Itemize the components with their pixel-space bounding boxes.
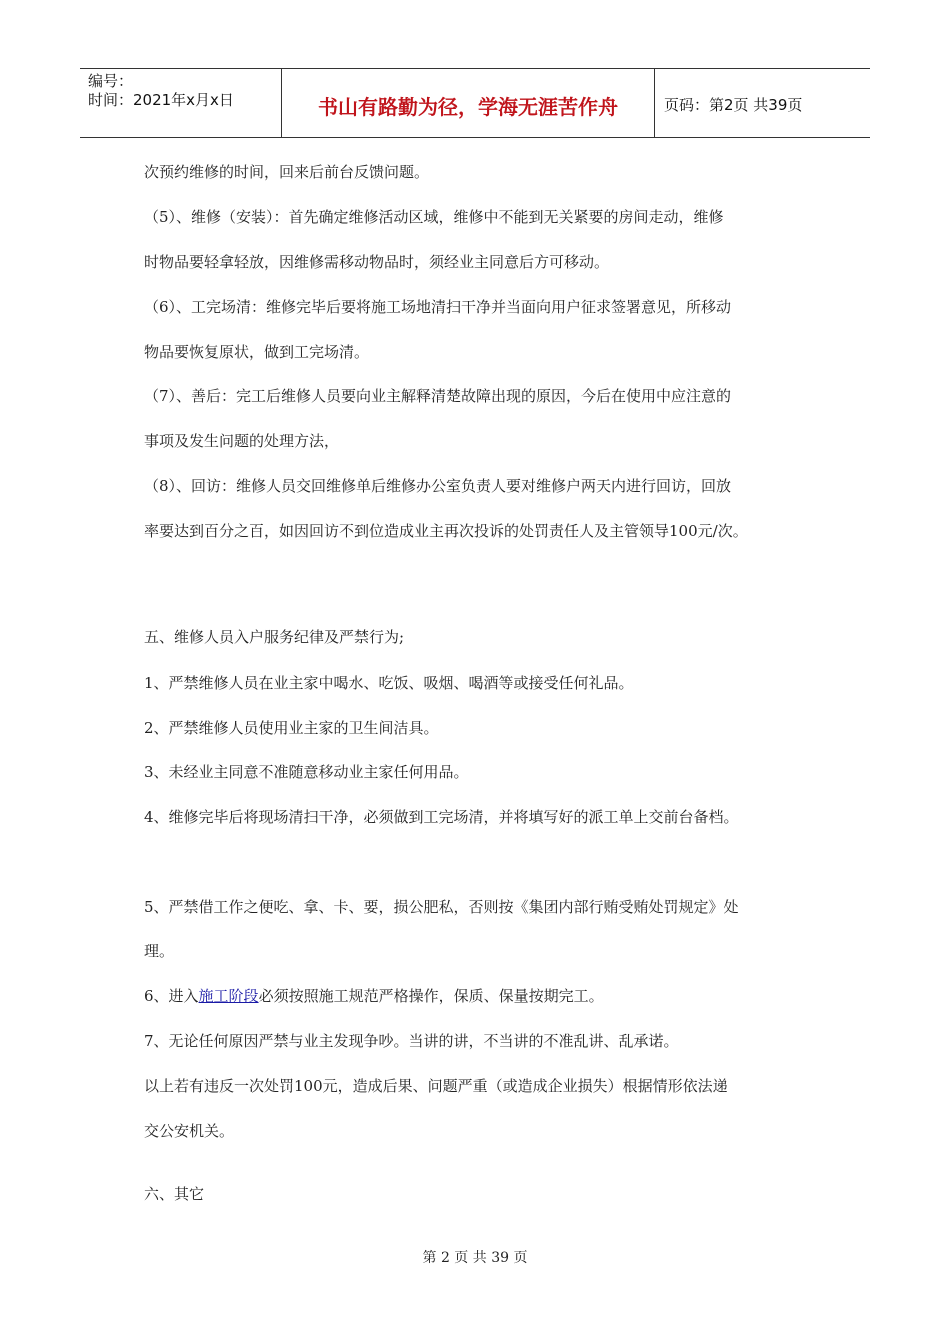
paragraph-line: 率要达到百分之百，如因回访不到位造成业主再次投诉的处罚责任人及主管领导100元/次。 [144, 522, 748, 540]
header-motto: 书山有路勤为径，学海无涯苦作舟 [318, 95, 618, 119]
section-heading: 五、维修人员入户服务纪律及严禁行为; [144, 628, 405, 646]
construction-stage-link[interactable]: 施工阶段 [198, 987, 259, 1005]
rule-item: 3、未经业主同意不准随意移动业主家任何用品。 [144, 763, 469, 781]
rule-item-suffix: 必须按照施工规范严格操作，保质、保量按期完工。 [258, 987, 604, 1005]
paragraph-line: （8）、回访：维修人员交回维修单后维修办公室负责人要对维修户两天内进行回访，回放 [144, 477, 732, 495]
header-divider [281, 69, 282, 137]
paragraph-line: 以上若有违反一次处罚100元，造成后果、问题严重（或造成企业损失）根据情形依法递 [144, 1077, 728, 1095]
rule-item-prefix: 6、进入 [144, 987, 199, 1005]
serial-label: 编号： [88, 72, 134, 90]
section-heading: 六、其它 [144, 1185, 205, 1203]
paragraph-line: 物品要恢复原状，做到工完场清。 [144, 343, 370, 361]
rule-item: 理。 [144, 942, 175, 960]
header-page-info: 页码：第2页 共39页 [664, 96, 803, 114]
rule-item: 2、严禁维修人员使用业主家的卫生间洁具。 [144, 719, 439, 737]
paragraph-line: （5）、维修（安装）：首先确定维修活动区域，维修中不能到无关紧要的房间走动，维修 [144, 208, 724, 226]
rule-item: 4、维修完毕后将现场清扫干净，必须做到工完场清，并将填写好的派工单上交前台备档。 [144, 808, 739, 826]
time-label: 时间：2021年x月x日 [88, 91, 234, 109]
header-left [88, 72, 234, 110]
paragraph-line: 时物品要轻拿轻放，因维修需移动物品时，须经业主同意后方可移动。 [144, 253, 610, 271]
paragraph-line: 交公安机关。 [144, 1122, 235, 1140]
rule-item: 5、严禁借工作之便吃、拿、卡、要，损公肥私，否则按《集团内部行贿受贿处罚规定》处 [144, 898, 739, 916]
rule-item: 1、严禁维修人员在业主家中喝水、吃饭、吸烟、喝酒等或接受任何礼品。 [144, 674, 634, 692]
paragraph-line: （7）、善后：完工后维修人员要向业主解释清楚故障出现的原因，今后在使用中应注意的 [144, 387, 732, 405]
paragraph-line: 事项及发生问题的处理方法， [144, 432, 340, 450]
rule-item: 7、无论任何原因严禁与业主发现争吵。当讲的讲，不当讲的不准乱讲、乱承诺。 [144, 1032, 679, 1050]
paragraph-line: （6）、工完场清：维修完毕后要将施工场地清扫干净并当面向用户征求签署意见，所移动 [144, 298, 732, 316]
page-footer: 第 2 页 共 39 页 [422, 1250, 528, 1266]
page-header [80, 68, 870, 138]
paragraph-line: 次预约维修的时间，回来后前台反馈问题。 [144, 163, 430, 181]
header-divider [654, 69, 655, 137]
rule-item [144, 986, 604, 1006]
